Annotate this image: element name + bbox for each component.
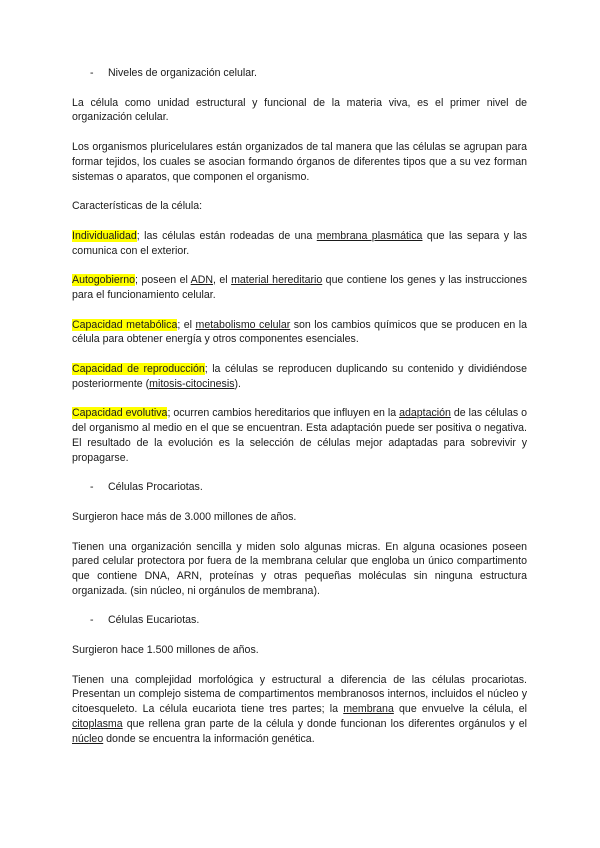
link-citoplasma[interactable]: citoplasma — [72, 718, 123, 731]
paragraph-procariotas-descripcion: Tienen una organización sencilla y miden solo algunas micras. En alguna ocasiones poseen pared celular protectora por fuera de la membrana celular que engloba un único compartimento que contiene DNA, ARN, proteínas y otras pequeñas moléculas sin ninguna estructura organizada. (sin núcleo, ni orgánulos de membrana). — [72, 540, 527, 597]
paragraph-metabolica — [72, 318, 527, 348]
highlight-autogobierno: Autogobierno — [72, 274, 136, 287]
heading-procariotas-text: Células Procariotas. — [108, 481, 203, 494]
bullet-dash: - — [90, 67, 94, 79]
text-fragment: ; ocurren cambios hereditarios que influyen en la — [167, 407, 400, 420]
paragraph-individualidad — [72, 229, 527, 259]
highlight-reproduccion: Capacidad de reproducción — [72, 362, 205, 375]
text-fragment: ). — [234, 377, 241, 390]
paragraph-reproduccion — [72, 362, 527, 392]
bullet-dash: - — [90, 614, 94, 627]
heading-procariotas — [72, 480, 527, 495]
heading-eucariotas — [72, 613, 527, 628]
link-nucleo[interactable]: núcleo — [72, 732, 104, 745]
text-fragment: que rellena gran parte de la célula y donde funcionan los diferentes orgánulos y el — [122, 718, 527, 731]
heading-niveles-text: Niveles de organización celular. — [108, 67, 257, 79]
bullet-dash: - — [90, 481, 94, 494]
text-fragment: ; poseen el — [135, 274, 191, 287]
text-fragment: Tienen una complejidad morfológica y estructural a diferencia de las células procariotas. Presentan un complejo sistema de compartimentos membranosos internos, incluidos el núcleo y citoesqueleto. La célula eucariota tiene tres partes; la — [72, 673, 527, 716]
highlight-individualidad: Individualidad — [72, 229, 137, 242]
text-fragment: donde se encuentra la información genética. — [103, 732, 315, 745]
paragraph-eucariotas-descripcion — [72, 673, 527, 747]
link-material-hereditario[interactable]: material hereditario — [231, 274, 323, 287]
paragraph-pluricelulares: Los organismos pluricelulares están organizados de tal manera que las células se agrupan para formar tejidos, los cuales se asocian formando órganos de diferentes tipos que a su vez forman sistemas o aparatos, que componen el organismo. — [72, 140, 527, 183]
text-fragment: , el — [213, 274, 232, 287]
paragraph-autogobierno — [72, 273, 527, 303]
highlight-metabolica: Capacidad metabólica — [72, 318, 178, 331]
link-membrana-plasmatica[interactable]: membrana plasmática — [316, 229, 423, 242]
paragraph-celula-unidad: La célula como unidad estructural y funcional de la materia viva, es el primer nivel de organización celular. — [72, 96, 527, 124]
paragraph-procariotas-origen: Surgieron hace más de 3.000 millones de años. — [72, 510, 297, 523]
text-fragment: que envuelve la célula, el — [393, 703, 527, 716]
paragraph-eucariotas-origen: Surgieron hace 1.500 millones de años. — [72, 644, 259, 657]
heading-eucariotas-text: Células Eucariotas. — [108, 614, 200, 627]
link-adn[interactable]: ADN — [190, 274, 214, 287]
text-fragment: de las células o del organismo al medio en el que se encuentran. Esta adaptación puede ser positiva o negativa. El resultado de la evolución es la selección de células mejor adaptadas para sobrevivir y propagarse. — [72, 407, 527, 464]
text-fragment: ; las células están rodeadas de una — [136, 229, 317, 242]
text-fragment: ; la células se reproducen duplicando su contenido y dividiéndose posteriormente ( — [72, 362, 527, 390]
link-metabolismo-celular[interactable]: metabolismo celular — [195, 318, 291, 331]
highlight-evolutiva: Capacidad evolutiva — [72, 407, 168, 420]
characteristics-intro: Características de la célula: — [72, 200, 203, 213]
heading-niveles — [72, 66, 527, 81]
link-membrana[interactable]: membrana — [343, 703, 394, 716]
paragraph-evolutiva — [72, 406, 527, 465]
document-page — [72, 66, 527, 747]
link-mitosis-citocinesis[interactable]: mitosis-citocinesis — [149, 377, 235, 390]
text-fragment: son los cambios químicos que se producen en la célula para obtener energía y otros componentes esenciales. — [72, 318, 527, 346]
text-fragment: que las separa y las comunica con el exterior. — [72, 229, 527, 257]
text-fragment: ; el — [177, 318, 196, 331]
text-fragment: que contiene los genes y las instrucciones para el funcionamiento celular. — [72, 274, 527, 301]
link-adaptacion[interactable]: adaptación — [399, 407, 451, 420]
